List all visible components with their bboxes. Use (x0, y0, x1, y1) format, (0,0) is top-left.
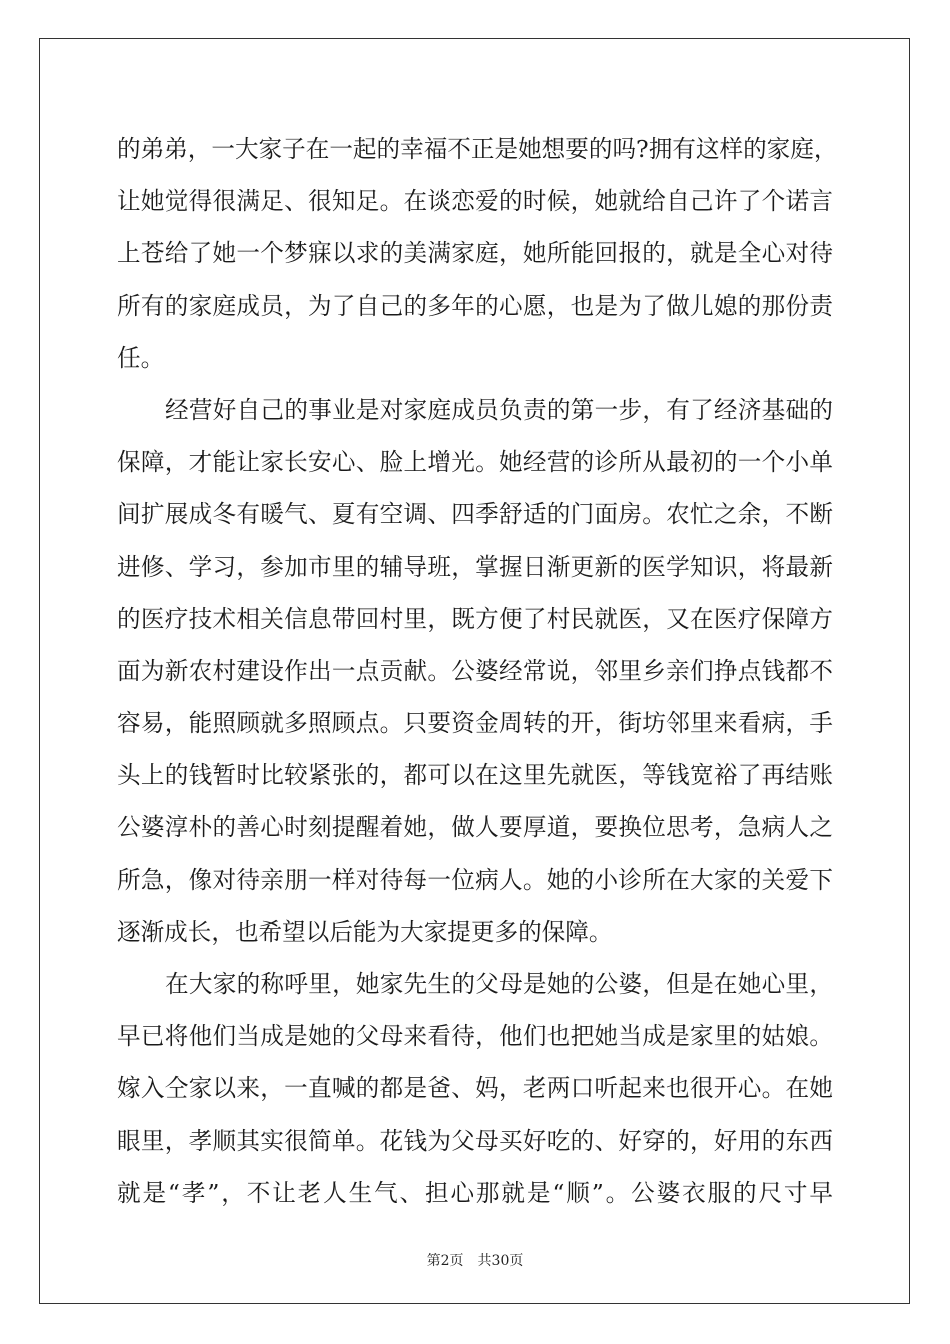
text-line: 公婆淳朴的善心时刻提醒着她，做人要厚道，要换位思考，急病人之 (117, 813, 833, 842)
text-line: 让她觉得很满足、很知足。在谈恋爱的时候，她就给自己许了个诺言 (117, 187, 833, 216)
total-pages: 共30页 (477, 1253, 524, 1269)
page-footer (0, 1250, 950, 1270)
text-line: 逐渐成长，也希望以后能为大家提更多的保障。 (117, 917, 613, 946)
text-line: 就是“孝”，不让老人生气、担心那就是“顺”。公婆衣服的尺寸早 (117, 1178, 833, 1207)
text-line: 嫁入仝家以来，一直喊的都是爸、妈，老两口听起来也很开心。在她 (117, 1074, 833, 1103)
text-line: 眼里，孝顺其实很简单。花钱为父母买好吃的、好穿的，好用的东西 (117, 1126, 833, 1155)
text-line: 保障，才能让家长安心、脸上增光。她经营的诊所从最初的一个小单 (117, 448, 833, 477)
text-line: 的弟弟，一大家子在一起的幸福不正是她想要的吗?拥有这样的家庭， (117, 135, 838, 163)
text-line: 所急，像对待亲朋一样对待每一位病人。她的小诊所在大家的关爱下 (117, 865, 833, 894)
page-number: 第2页 (426, 1253, 464, 1269)
text-line: 的医疗技术相关信息带回村里，既方便了村民就医，又在医疗保障方 (117, 604, 833, 633)
text-line: 上苍给了她一个梦寐以求的美满家庭，她所能回报的，就是全心对待 (117, 239, 833, 268)
text-line: 经营好自己的事业是对家庭成员负责的第一步，有了经济基础的 (165, 395, 833, 424)
text-line: 进修、学习，参加市里的辅导班，掌握日渐更新的医学知识，将最新 (117, 552, 833, 581)
text-line: 早已将他们当成是她的父母来看待，他们也把她当成是家里的姑娘。 (117, 1022, 833, 1051)
text-line: 头上的钱暂时比较紧张的，都可以在这里先就医，等钱宽裕了再结账 (117, 761, 833, 790)
text-line: 面为新农村建设作出一点贡献。公婆经常说，邻里乡亲们挣点钱都不 (117, 656, 833, 685)
text-line: 间扩展成冬有暖气、夏有空调、四季舒适的门面房。农忙之余，不断 (117, 500, 833, 529)
text-line: 所有的家庭成员，为了自己的多年的心愿，也是为了做儿媳的那份责 (117, 291, 833, 320)
text-line: 任。 (117, 343, 165, 372)
text-line: 容易，能照顾就多照顾点。只要资金周转的开，街坊邻里来看病，手 (117, 709, 833, 738)
document-body (117, 123, 838, 1219)
text-line: 在大家的称呼里，她家先生的父母是她的公婆，但是在她心里， (165, 970, 833, 998)
